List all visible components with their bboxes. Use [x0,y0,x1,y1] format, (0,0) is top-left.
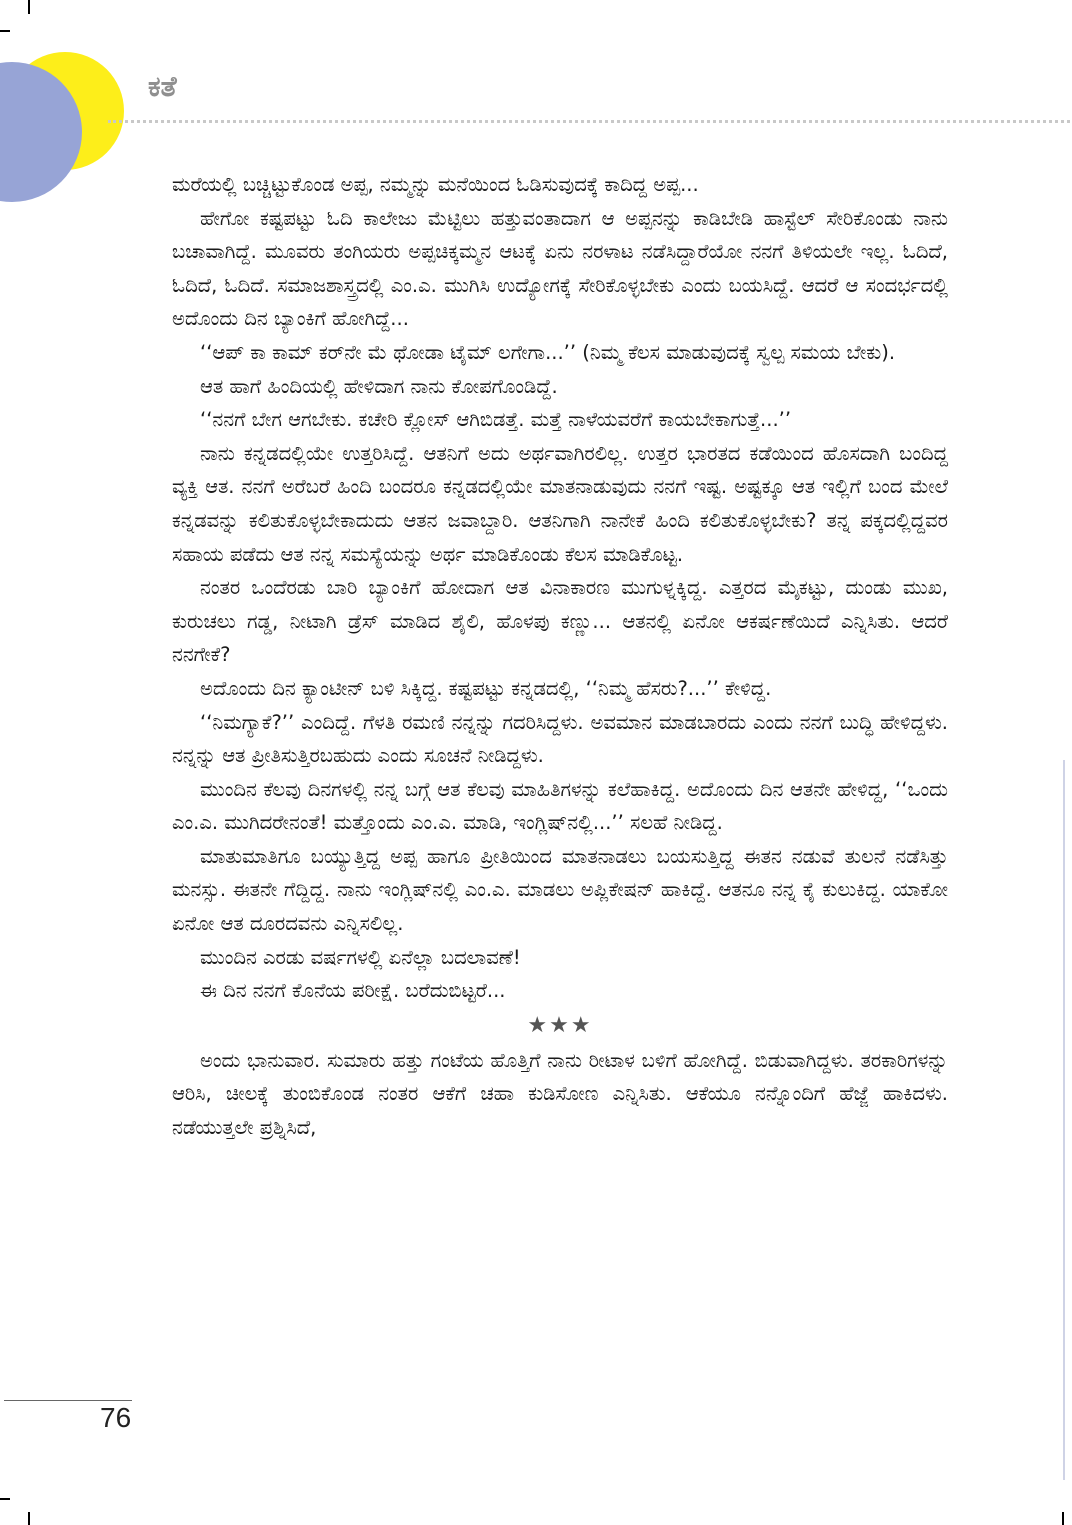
story-paragraph: ಮಾತುಮಾತಿಗೂ ಬಯ್ಯುತ್ತಿದ್ದ ಅಪ್ಪ ಹಾಗೂ ಪ್ರೀತಿಯಿಂದ ಮಾತನಾಡಲು ಬಯಸುತ್ತಿದ್ದ ಈತನ ನಡುವೆ ತುಲನೆ ನಡೆಸಿತ್ತು ಮನಸ್ಸು. ಈತನೇ ಗೆದ್ದಿದ್ದ. ನಾನು ಇಂಗ್ಲಿಷ್‌ನಲ್ಲಿ ಎಂ.ಎ. ಮಾಡಲು ಅಪ್ಲಿಕೇಷನ್ ಹಾಕಿದ್ದೆ. ಆತನೂ ನನ್ನ ಕೈ ಕುಲುಕಿದ್ದ. ಯಾಕೋ ಏನೋ ಆತ ದೂರದವನು ಎನ್ನಿಸಲಿಲ್ಲ. [172,844,948,936]
margin-rule [1063,760,1065,1480]
story-paragraph: ಹೇಗೋ ಕಷ್ಟಪಟ್ಟು ಓದಿ ಕಾಲೇಜು ಮೆಟ್ಟಿಲು ಹತ್ತುವಂತಾದಾಗ ಆ ಅಪ್ಪನನ್ನು ಕಾಡಿಬೇಡಿ ಹಾಸ್ಟೆಲ್ ಸೇರಿಕೊಂಡು ನಾನು ಬಚಾವಾಗಿದ್ದೆ. ಮೂವರು ತಂಗಿಯರು ಅಪ್ಪಚಿಕ್ಕಮ್ಮನ ಆಟಕ್ಕೆ ಏನು ನರಳಾಟ ನಡೆಸಿದ್ದಾರೆಯೋ ನನಗೆ ತಿಳಿಯಲೇ ಇಲ್ಲ. ಓದಿದೆ, ಓದಿದೆ, ಓದಿದೆ. ಸಮಾಜಶಾಸ್ತ್ರದಲ್ಲಿ ಎಂ.ಎ. ಮುಗಿಸಿ ಉದ್ಯೋಗಕ್ಕೆ ಸೇರಿಕೊಳ್ಳಬೇಕು ಎಂದು ಬಯಸಿದ್ದೆ. ಆದರೆ ಆ ಸಂದರ್ಭದಲ್ಲಿ ಅದೊಂದು ದಿನ ಬ್ಯಾಂಕಿಗೆ ಹೋಗಿದ್ದೆ... [172,206,948,331]
crop-mark [28,1512,30,1525]
page-number: 76 [100,1402,132,1433]
section-title: ಕತೆ [148,70,177,103]
story-paragraph: ಅಂದು ಭಾನುವಾರ. ಸುಮಾರು ಹತ್ತು ಗಂಟೆಯ ಹೊತ್ತಿಗೆ ನಾನು ರೀಟಾಳ ಬಳಿಗೆ ಹೋಗಿದ್ದೆ. ಬಿಡುವಾಗಿದ್ದಳು. ತರಕಾರಿಗಳನ್ನು ಆರಿಸಿ, ಚೀಲಕ್ಕೆ ತುಂಬಿಕೊಂಡ ನಂತರ ಆಕೆಗೆ ಚಹಾ ಕುಡಿಸೋಣ ಎನ್ನಿಸಿತು. ಆಕೆಯೂ ನನ್ನೊಂದಿಗೆ ಹೆಜ್ಜೆ ಹಾಕಿದಳು. ನಡೆಯುತ್ತಲೇ ಪ್ರಶ್ನಿಸಿದೆ, [172,1048,948,1140]
crop-mark [0,1498,10,1500]
story-paragraph: ಈ ದಿನ ನನಗೆ ಕೊನೆಯ ಪರೀಕ್ಷೆ. ಬರೆದುಬಿಟ್ಟರೆ... [200,979,506,1003]
crop-mark [1062,1512,1064,1525]
section-break-stars: ★★★ [527,1012,593,1038]
story-paragraph: ಆತ ಹಾಗೆ ಹಿಂದಿಯಲ್ಲಿ ಹೇಳಿದಾಗ ನಾನು ಕೋಪಗೊಂಡಿದ್ದೆ. [200,374,558,398]
story-paragraph: ಅದೊಂದು ದಿನ ಕ್ಯಾಂಟೀನ್ ಬಳಿ ಸಿಕ್ಕಿದ್ದ. ಕಷ್ಟಪಟ್ಟು ಕನ್ನಡದಲ್ಲಿ, ‘‘ನಿಮ್ಮ ಹೆಸರು?...’’ ಕೇಳಿದ್ದ. [200,676,772,700]
crop-mark [0,30,10,32]
story-paragraph: ನಂತರ ಒಂದೆರಡು ಬಾರಿ ಬ್ಯಾಂಕಿಗೆ ಹೋದಾಗ ಆತ ವಿನಾಕಾರಣ ಮುಗುಳ್ನಕ್ಕಿದ್ದ. ಎತ್ತರದ ಮೈಕಟ್ಟು, ದುಂಡು ಮುಖ, ಕುರುಚಲು ಗಡ್ಡ, ನೀಟಾಗಿ ಡ್ರೆಸ್ ಮಾಡಿದ ಶೈಲಿ, ಹೊಳಪು ಕಣ್ಣು... ಆತನಲ್ಲಿ ಏನೋ ಆಕರ್ಷಣೆಯಿದೆ ಎನ್ನಿಸಿತು. ಆದರೆ ನನಗೇಕೆ? [172,576,948,667]
header-dotted-divider [108,120,1070,123]
story-paragraph: ಮುಂದಿನ ಕೆಲವು ದಿನಗಳಲ್ಲಿ ನನ್ನ ಬಗ್ಗೆ ಆತ ಕೆಲವು ಮಾಹಿತಿಗಳನ್ನು ಕಲೆಹಾಕಿದ್ದ. ಅದೊಂದು ದಿನ ಆತನೇ ಹೇಳಿದ್ದ, ‘‘ಒಂದು ಎಂ.ಎ. ಮುಗಿದರೇನಂತೆ! ಮತ್ತೊಂದು ಎಂ.ಎ. ಮಾಡಿ, ಇಂಗ್ಲಿಷ್‌ನಲ್ಲಿ...’’ ಸಲಹೆ ನೀಡಿದ್ದ. [172,777,948,835]
story-paragraph: ‘‘ನಿಮಗ್ಯಾಕೆ?’’ ಎಂದಿದ್ದೆ. ಗೆಳತಿ ರಮಣಿ ನನ್ನನ್ನು ಗದರಿಸಿದ್ದಳು. ಅವಮಾನ ಮಾಡಬಾರದು ಎಂದು ನನಗೆ ಬುದ್ಧಿ ಹೇಳಿದ್ದಳು. ನನ್ನನ್ನು ಆತ ಪ್ರೀತಿಸುತ್ತಿರಬಹುದು ಎಂದು ಸೂಚನೆ ನೀಡಿದ್ದಳು. [172,710,948,768]
story-paragraph: ನಾನು ಕನ್ನಡದಲ್ಲಿಯೇ ಉತ್ತರಿಸಿದ್ದೆ. ಆತನಿಗೆ ಅದು ಅರ್ಥವಾಗಿರಲಿಲ್ಲ. ಉತ್ತರ ಭಾರತದ ಕಡೆಯಿಂದ ಹೊಸದಾಗಿ ಬಂದಿದ್ದ ವ್ಯಕ್ತಿ ಆತ. ನನಗೆ ಅರೆಬರೆ ಹಿಂದಿ ಬಂದರೂ ಕನ್ನಡದಲ್ಲಿಯೇ ಮಾತನಾಡುವುದು ನನಗೆ ಇಷ್ಟ. ಅಷ್ಟಕ್ಕೂ ಆತ ಇಲ್ಲಿಗೆ ಬಂದ ಮೇಲೆ ಕನ್ನಡವನ್ನು ಕಲಿತುಕೊಳ್ಳಬೇಕಾದುದು ಆತನ ಜವಾಬ್ದಾರಿ. ಆತನಿಗಾಗಿ ನಾನೇಕೆ ಹಿಂದಿ ಕಲಿತುಕೊಳ್ಳಬೇಕು? ತನ್ನ ಪಕ್ಕದಲ್ಲಿದ್ದವರ ಸಹಾಯ ಪಡೆದು ಆತ ನನ್ನ ಸಮಸ್ಯೆಯನ್ನು ಅರ್ಥ ಮಾಡಿಕೊಂಡು ಕೆಲಸ ಮಾಡಿಕೊಟ್ಟ. [172,441,948,566]
footer-divider [4,1400,132,1401]
crop-mark [28,0,30,14]
story-paragraph: ಮರೆಯಲ್ಲಿ ಬಚ್ಚಿಟ್ಟುಕೊಂಡ ಅಪ್ಪ, ನಮ್ಮನ್ನು ಮನೆಯಿಂದ ಓಡಿಸುವುದಕ್ಕೆ ಕಾದಿದ್ದ ಅಪ್ಪ... [172,173,699,196]
story-paragraph: ಮುಂದಿನ ಎರಡು ವರ್ಷಗಳಲ್ಲಿ ಏನೆಲ್ಲಾ ಬದಲಾವಣೆ! [200,945,521,969]
story-body [172,168,948,1145]
story-paragraph: ‘‘ನನಗೆ ಬೇಗ ಆಗಬೇಕು. ಕಚೇರಿ ಕ್ಲೋಸ್ ಆಗಿಬಿಡತ್ತೆ. ಮತ್ತೆ ನಾಳೆಯವರೆಗೆ ಕಾಯಬೇಕಾಗುತ್ತೆ...’’ [200,408,792,432]
story-paragraph: ‘‘ಆಪ್ ಕಾ ಕಾಮ್ ಕರ್‌ನೇ ಮೆ ಥೋಡಾ ಟೈಮ್ ಲಗೇಗಾ...’’ (ನಿಮ್ಮ ಕೆಲಸ ಮಾಡುವುದಕ್ಕೆ ಸ್ವಲ್ಪ ಸಮಯ ಬೇಕು). [200,340,896,364]
